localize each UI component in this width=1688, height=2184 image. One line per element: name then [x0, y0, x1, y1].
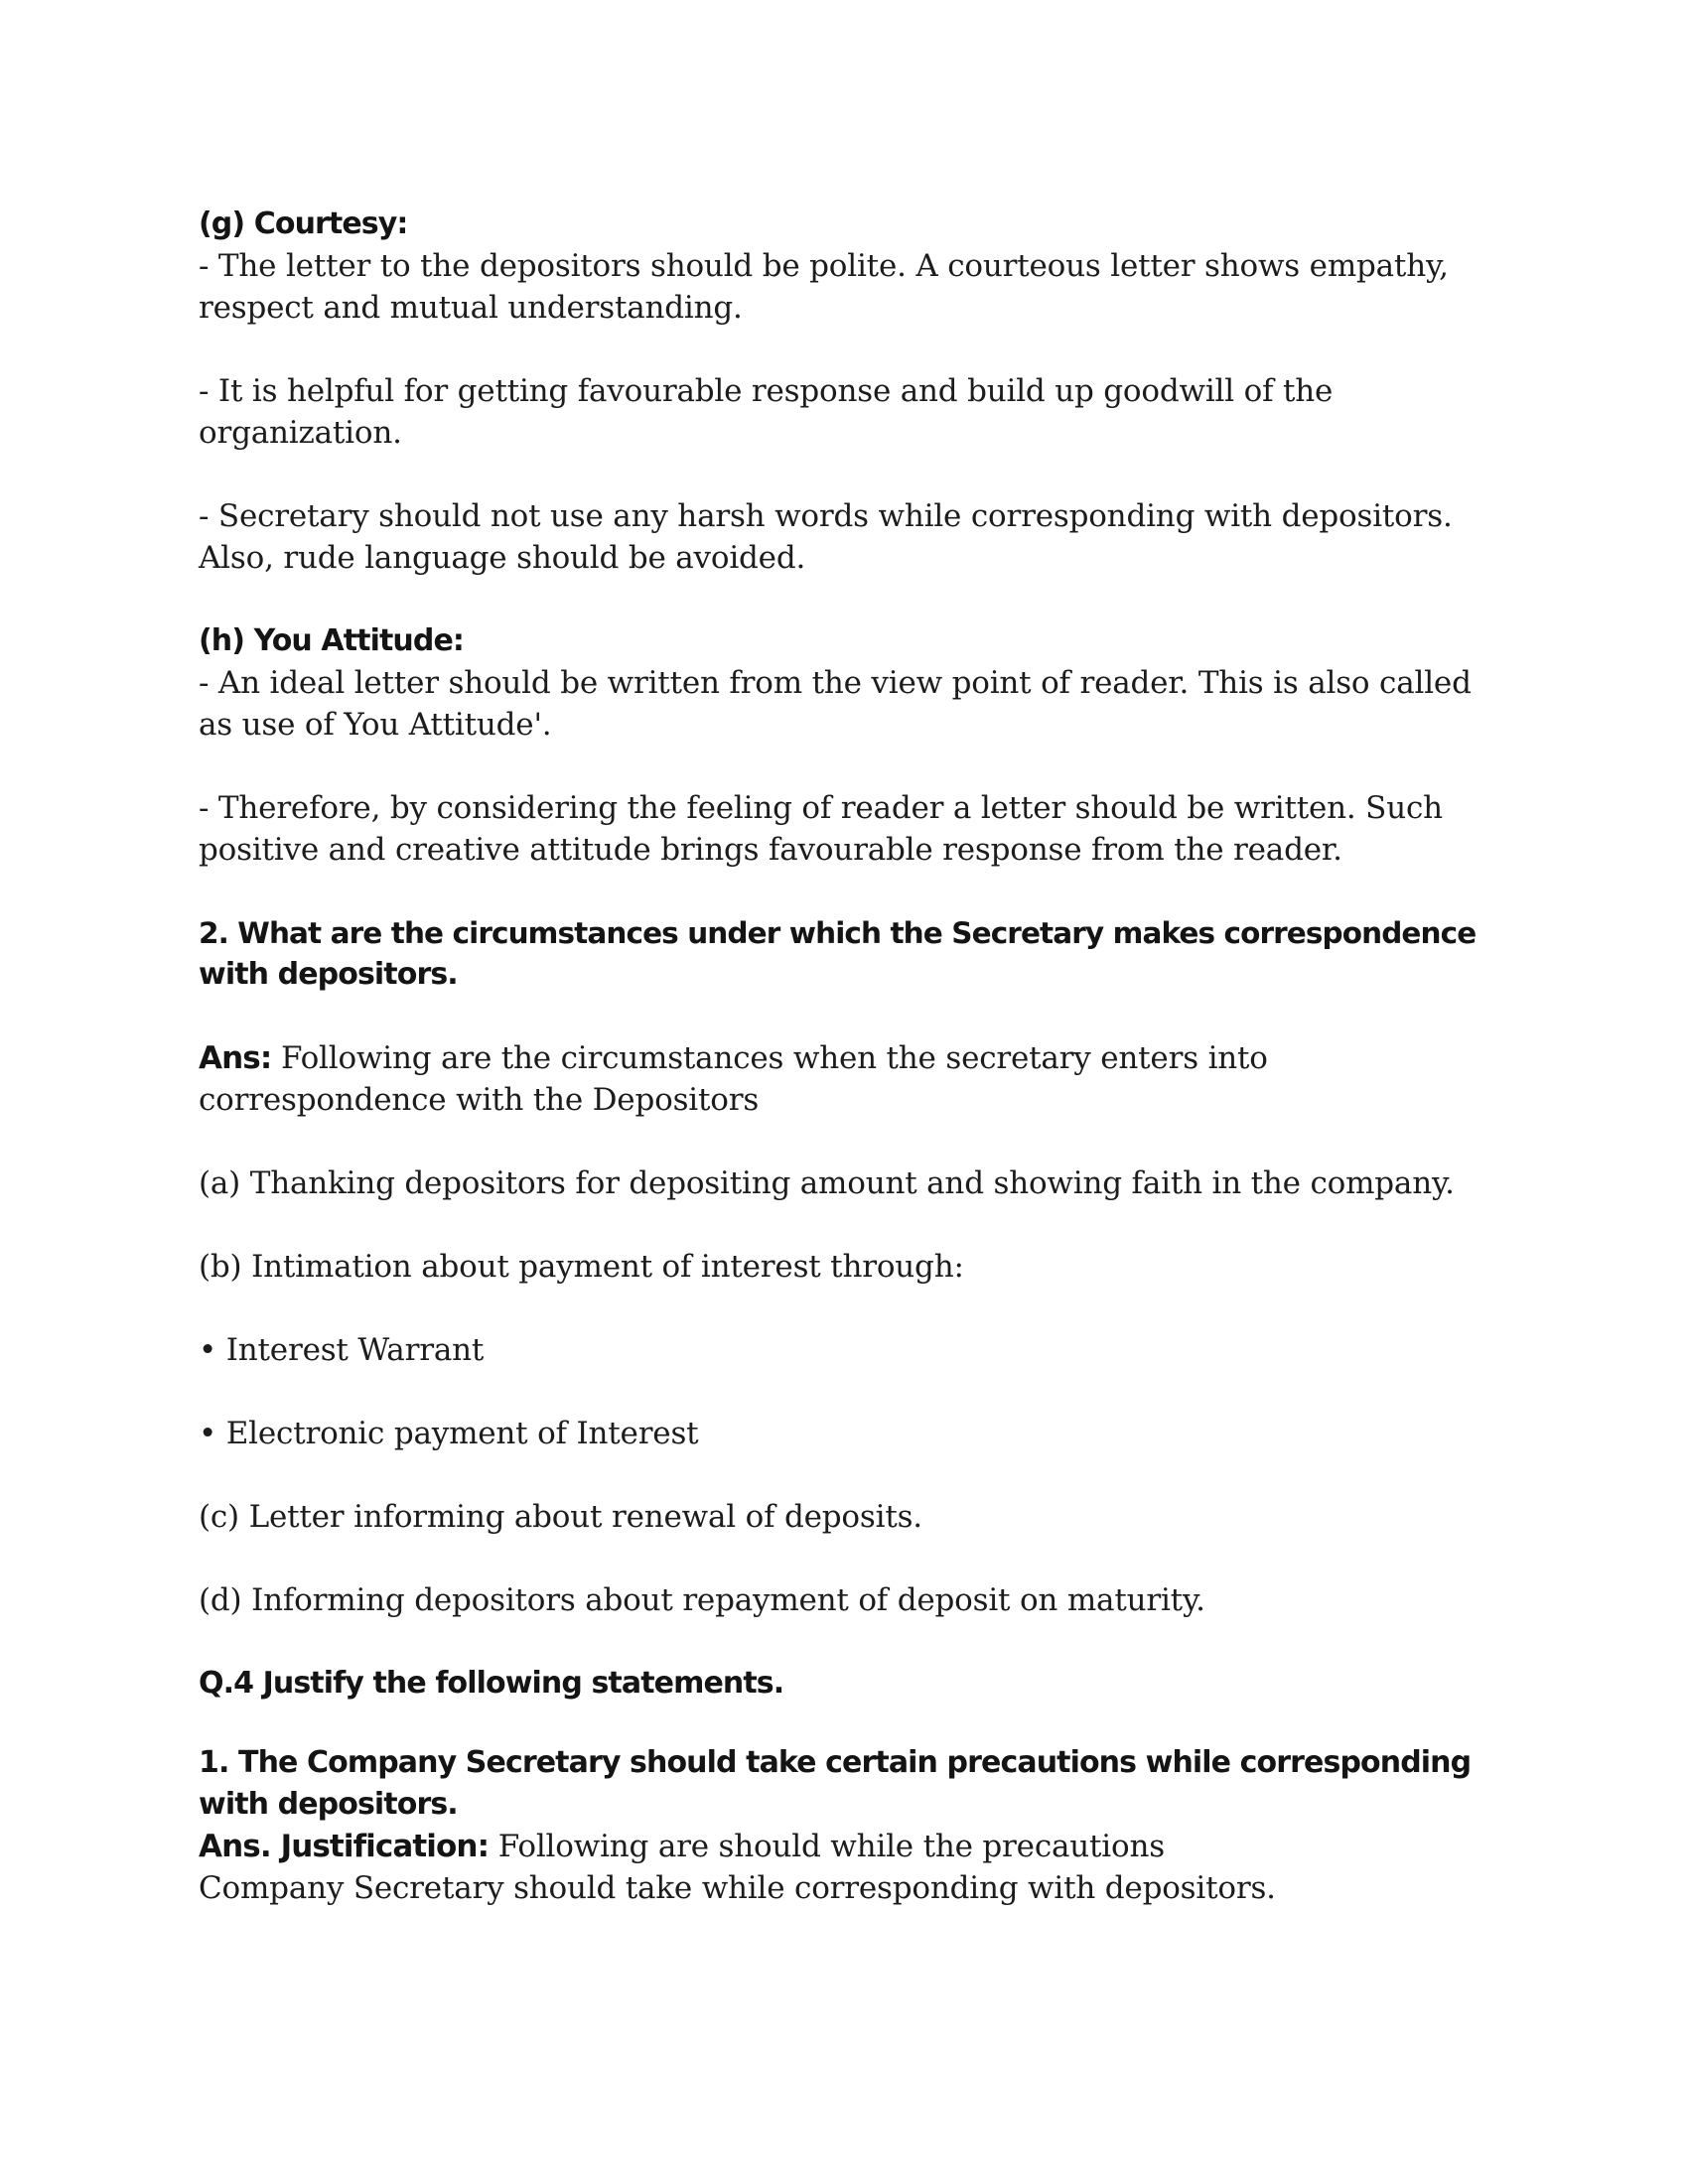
courtesy-paragraph-1-line-1: - The letter to the depositors should be polite. A courteous letter shows empathy, — [199, 248, 1449, 284]
list-item-b: (b) Intimation about payment of interest through: — [199, 1249, 964, 1285]
courtesy-paragraph-3-line-1: - Secretary should not use any harsh words while corresponding with depositors. — [199, 498, 1453, 534]
question-2-heading-line-2: with depositors. — [199, 957, 458, 992]
question-2-answer-line-2: correspondence with the Depositors — [199, 1082, 760, 1118]
courtesy-paragraph-3-line-2: Also, rude language should be avoided. — [199, 540, 806, 576]
answer-label: Ans: — [199, 1040, 272, 1076]
list-item-d: (d) Informing depositors about repayment of deposit on maturity. — [199, 1582, 1205, 1618]
you-attitude-paragraph-1-line-1: - An ideal letter should be written from the view point of reader. This is also called — [199, 665, 1472, 701]
bullet-interest-warrant: • Interest Warrant — [199, 1332, 485, 1368]
question-2-answer-line-1 — [199, 1037, 1268, 1079]
you-attitude-paragraph-1-line-2: as use of You Attitude'. — [199, 707, 552, 743]
heading-you-attitude: (h) You Attitude: — [199, 623, 465, 658]
you-attitude-paragraph-2-line-1: - Therefore, by considering the feeling of reader a letter should be written. Such — [199, 790, 1443, 826]
q4-heading: Q.4 Justify the following statements. — [199, 1666, 784, 1701]
question-2-heading-line-1: 2. What are the circumstances under which the Secretary makes correspondence — [199, 916, 1477, 950]
heading-courtesy: (g) Courtesy: — [199, 206, 408, 241]
justification-label: Ans. Justification: — [199, 1829, 490, 1864]
justification-text: Following are should while the precautions — [489, 1829, 1165, 1864]
q4-answer-line-2: Company Secretary should take while corresponding with depositors. — [199, 1870, 1276, 1906]
list-item-a: (a) Thanking depositors for depositing amount and showing faith in the company. — [199, 1165, 1455, 1201]
list-item-c: (c) Letter informing about renewal of deposits. — [199, 1499, 922, 1535]
q4-statement-1-line-2: with depositors. — [199, 1787, 458, 1822]
courtesy-paragraph-1-line-2: respect and mutual understanding. — [199, 290, 743, 326]
q4-statement-1-line-1: 1. The Company Secretary should take certain precautions while corresponding — [199, 1745, 1472, 1780]
you-attitude-paragraph-2-line-2: positive and creative attitude brings favourable response from the reader. — [199, 832, 1342, 868]
q4-answer-line-1 — [199, 1826, 1165, 1867]
courtesy-paragraph-2-line-2: organization. — [199, 415, 402, 451]
answer-text: Following are the circumstances when the secretary enters into — [271, 1040, 1268, 1076]
courtesy-paragraph-2-line-1: - It is helpful for getting favourable response and build up goodwill of the — [199, 373, 1334, 409]
bullet-electronic-payment: • Electronic payment of Interest — [199, 1416, 699, 1451]
